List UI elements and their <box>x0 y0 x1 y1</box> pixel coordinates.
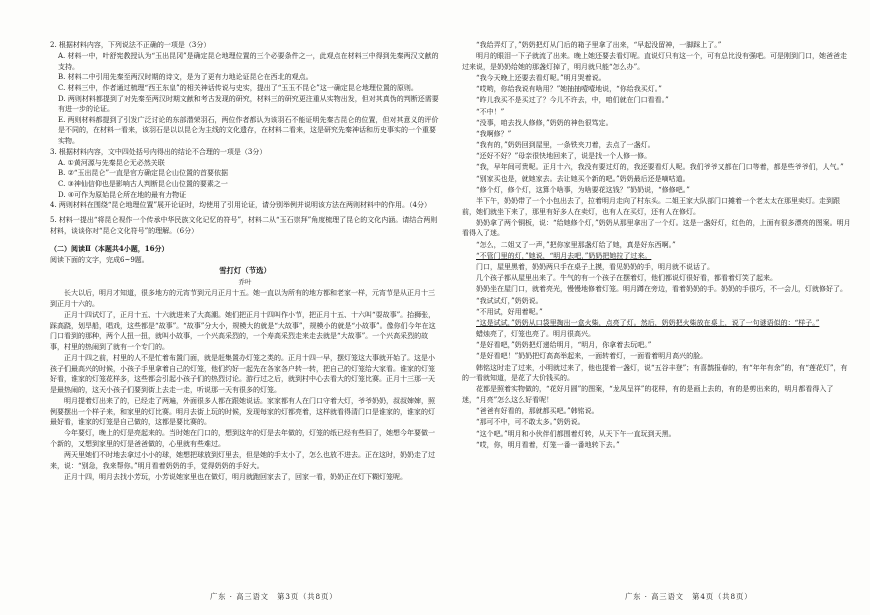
story-paragraph: “我今天晚上还要去看灯呢。”明月哭着说。 <box>476 73 606 82</box>
page-4-column <box>462 40 852 451</box>
question-2-option-b: B. 材料二中引用先秦至两汉时期的诗文，是为了更有力地论证昆仑在西北的观点。 <box>58 73 313 82</box>
story-paragraph: 花都是照着实物做的，“花好月圆”的图案，“龙凤呈祥”的花样，有的是画上去的，有的是剪出来的，明月都看得入了迷，“月亮”怎么这么好看呢！ <box>462 385 834 405</box>
story-paragraph: 几个孩子都从屋里出来了。牛气的有一个孩子在摆着灯，他们都说灯很好看，都看着灯笑了起来。 <box>476 274 777 283</box>
story-paragraph: 正月十四试灯了，正月十五、十六就进来了大高潮。她们把正月十四叫作小节，把正月十五、十六叫“耍故事”。抬狮张，踩高跷，划旱船，唱戏，这些都是“故事”。“故事”分大小，规模大的就是“大故事”，规模小的就是“小故事”。像你们今年在这门口看到的那种，两个人扭一扭，就叫小故事，一个兴高采烈的，一个寿高采烈走来走去就是“大故事”。一个兴高采烈的故事，村里的热闹到了就有一个专门的。 <box>50 311 436 351</box>
story-paragraph: “别家买也是，就她家去。去让她买个新的吧。”奶奶最后还是嘀咕道。 <box>476 174 690 183</box>
story-paragraph: “我试试灯，”奶奶说。 <box>476 296 543 305</box>
question-5: 5. 材料一提出“将昆仑视作一个传承中华民族文化记忆的符号”，材料二从“玉石崇拜”角度梳理了昆仑的文化内涵。请结合两则材料，谈谈你对“昆仑文化符号”的理解。（6分） <box>50 216 438 235</box>
story-paragraph: 门口，屋里黑着，奶奶两只手在桌子上摸，看见奶奶的手，明月就不说话了。 <box>476 262 714 271</box>
section-heading: （二）阅读Ⅱ（本题共4小题，16分） <box>50 244 169 254</box>
question-4: 4. 两则材料在围绕“昆仑地理位置”展开论证时，均使用了引用论证，请分别举例并说明该方法在两则材料中的作用。（4分） <box>50 201 432 210</box>
story-paragraph: “昨儿我买不是买过了？今儿不许去，中，咱们就在门口看看。” <box>476 96 669 105</box>
story-author: 乔叶 <box>238 278 252 287</box>
question-2-option-d: D. 两则材料都提到了对先秦至两汉时期文献和考古发现的研究，材料三的研究更注重从实物出发，但对其真伪的判断还需要有进一步的论证。 <box>58 94 439 114</box>
story-paragraph: 韩铭这时走了过来，小明就过来了，他也提着一盏灯，说“五谷丰登”；有喜鹊报春的，有“年年有余”的，有“莲花灯”，有的一看就知道，是花了大价钱买的。 <box>462 363 848 383</box>
story-paragraph: “没事，咱去找人修修，”奶奶的神色很笃定。 <box>476 118 613 127</box>
page-3-column <box>50 40 440 483</box>
story-paragraph: 奶奶拿了两个铜板，说：“给她修个灯，”奶奶从那里拿出了一个灯。这是一盏好灯，红色的，上面有很多漂亮的图案。明月看得入了迷。 <box>462 218 851 238</box>
story-paragraph: 半下午，奶奶带了一个小包出去了，拉着明月走向了村东头。二姐王家大队部门口摊着一个老太太在那里卖灯。走到跟前，她们就坐下来了，那里有好多人在卖灯，也有人在买灯，还有人在修灯。 <box>462 197 840 216</box>
story-paragraph: “是好看吧，”奶奶把灯递给明月，“明月，你拿着去玩吧。” <box>476 341 652 350</box>
story-paragraph: 正月十四，明月去找小芳玩，小芳说她家里也在做灯，明月就跑回家去了，回家一看，奶奶正在灯下糊灯笼呢。 <box>64 472 407 481</box>
story-paragraph: “哎哟，你给我说有啥用？”她抽抽噎噎地说，“你给我买灯。” <box>476 85 662 94</box>
story-paragraph: “我给弄灯了，”奶奶把灯从门后的箱子里拿了出来，“早起没留神，一脚踩上了。” <box>476 41 722 49</box>
story-paragraph: “我有的，”奶奶回到屋里，一条铁夹刀着，去点了一盏灯。 <box>476 141 655 150</box>
question-2-option-a: A. 材料一中，叶舒宪教授认为“玉出昆冈”是确定昆仑地理位置的三个必要条件之一，此观点在材料三中得到先秦两汉文献的支持。 <box>58 52 439 71</box>
page-3-footer: 广东 · 高三语文 第3页（共8页） <box>210 592 338 601</box>
story-paragraph: “怎么，二姐又了一声，”把你家里那盏灯给了她，真是好东西啊。” <box>476 240 676 249</box>
story-paragraph: “不中！” <box>476 107 505 116</box>
question-3-stem: 3. 根据材料内容，文中四处括号内得出的结论不合理的一项是（3分） <box>50 147 267 156</box>
story-paragraph: “我啊修？” <box>476 129 512 138</box>
story-paragraph: “不用试，好用着呢。” <box>476 307 543 316</box>
story-paragraph: 正月十四之前，村里的人不是忙着布置门面，就是赶集置办灯笼之类的。正月十四一早，摆灯笼这大事就开始了。这是小孩子们最高兴的时候，小孩子手里拿着自己的灯笼，他们约好一起先在各家各户转一转，把自己的灯笼给大家看。谁家的灯笼好看，谁家的灯笼花样多，这些都会引起小孩子们的热烈讨论。游行过之后，就到村中心去看大的灯笼比赛。正月十三那一天是最热闹的，这天小孩子们要到街上去走一走，听说那一天有很多的灯笼。 <box>50 353 435 394</box>
story-paragraph: “我，早年间可贵呢。正月十六，我没有要过灯的，我还要看灯人呢。我们爷爷又都在门口等着，都是些爷爷们，人气。” <box>476 163 844 172</box>
question-3-option-d: D. ④可作为原始昆仑所在地的最有力物证 <box>58 190 187 199</box>
question-2-option-c: C. 材料三中，作者通过梳理“西王东皇”的相关神话传说与史实，提出了“玉玉不昆仑”这一确定昆仑地理位置的原则。 <box>58 83 418 92</box>
question-2-stem: 2. 根据材料内容，下列说法不正确的一项是（3分） <box>50 41 211 49</box>
story-paragraph: 今年要灯，晚上的灯是亮起来的。当时她在门口的，想到这年的灯是去年做的，灯笼的纸已经有些旧了，她想今年要做一个新的，又想到家里的灯是爸爸做的，心里就有些难过。 <box>50 429 435 448</box>
story-paragraph: “爸爸有好看的，那就都买吧。”韩铭说。 <box>476 407 599 416</box>
story-paragraph: 蜡烛亮了，灯笼也亮了。明月很高兴。 <box>476 330 595 339</box>
question-3-option-a: A. ①黄河源与先秦昆仑无必然关联 <box>58 158 165 167</box>
story-paragraph: “那可不中，可不敢太多。”奶奶说。 <box>476 418 585 427</box>
story-paragraph: “哎，你，明月看着，灯笼一番一番地转下去。” <box>476 440 620 449</box>
question-3-option-b: B. ②“玉出昆仑”一直是官方确定昆仑山位置的首要依据 <box>58 169 229 178</box>
story-paragraph: “还好不好？”母亲很快地回来了，说是找一个人修一修。 <box>476 152 652 161</box>
story-paragraph: 长大以后，明月才知道，很多地方的元宵节到元月正月十五。她一直以为所有的地方都和老家一样，元宵节是从正月十三到正月十六的。 <box>50 289 435 308</box>
reading-instruction: 阅读下面的文字，完成6~9题。 <box>50 255 149 264</box>
story-paragraph: 两天里她们不时地去拿过小小的球，她想把球放到灯里去，但是她的手太小了，怎么也放不进去。正在这时，奶奶走了过来，说：“别急，我来帮你。”明月看着奶奶的手，觉得奶奶的手好大。 <box>50 451 435 470</box>
story-paragraph-underlined: “不管门里的灯，”她说，“明月去吧，”奶奶把她拉了过来。 <box>476 251 652 260</box>
story-paragraph: 明月提着灯出来了的，已经走了两遍，外面很多人都在跟她说话。家家都有人在门口守着大灯，爷爷奶奶，叔叔婶婶，照例要摆出一个样子来，和家里的灯比赛。明月去街上玩的时候，发现每家的灯都亮着，这样就看得清门口是谁家的，谁家的灯最好看，谁家的灯笼是自己做的，这都是要比赛的。 <box>50 396 435 427</box>
story-paragraph: “修个灯，修个灯，这算个啥事，为啥要花这钱？”奶奶说，“修修吧。” <box>476 185 690 194</box>
story-paragraph: “是好看吧！”奶奶把灯高高举起来，一面转着灯，一面看着明月高兴的脸。 <box>476 352 708 361</box>
question-3-option-c: C. ③神仙信仰也是影响古人判断昆仑山位置的要素之一 <box>58 179 228 188</box>
question-2-option-e: E. 两则材料都提到了引发广泛讨论的东部潜荣羽石，两位作者都认为该羽石不能证明先秦古昆仑的位置，但对其意义的评价是不同的，在材料一看来，该羽石是以以昆仑为主线的文化遗存，在材料二看来，这是研究先秦神话和历史事实的一个重要实物。 <box>58 115 439 145</box>
page-4-footer: 广东 · 高三语文 第4页（共8页） <box>625 592 753 601</box>
story-paragraph: 明月的眼泪一下子就流了出来。晚上她还要去看灯呢。直说灯只有这一个，可有总比没有强吧。可是刚到门口，她爸爸走过来说，是奶奶给她的那盏灯掉了，明月就只能“怎么办”。 <box>462 52 847 71</box>
story-paragraph: “这个吧。”明月和小伙伴们都围着灯转，从天下午一直玩到天黑。 <box>476 429 676 438</box>
story-title: 雪打灯（节选） <box>219 265 271 275</box>
story-paragraph-underlined: “这是试试，”奶奶从口袋里掏出一盒火柴，点亮了灯。然后，奶奶把火柴放在桌上，说了一句谜语似的：“样子。” <box>476 318 820 327</box>
story-paragraph: 奶奶坐在屋门口，就着亮光，慢慢地修着灯笼。明月蹲在旁边，看着奶奶的手。奶奶的手很巧，不一会儿，灯就修好了。 <box>476 285 847 294</box>
